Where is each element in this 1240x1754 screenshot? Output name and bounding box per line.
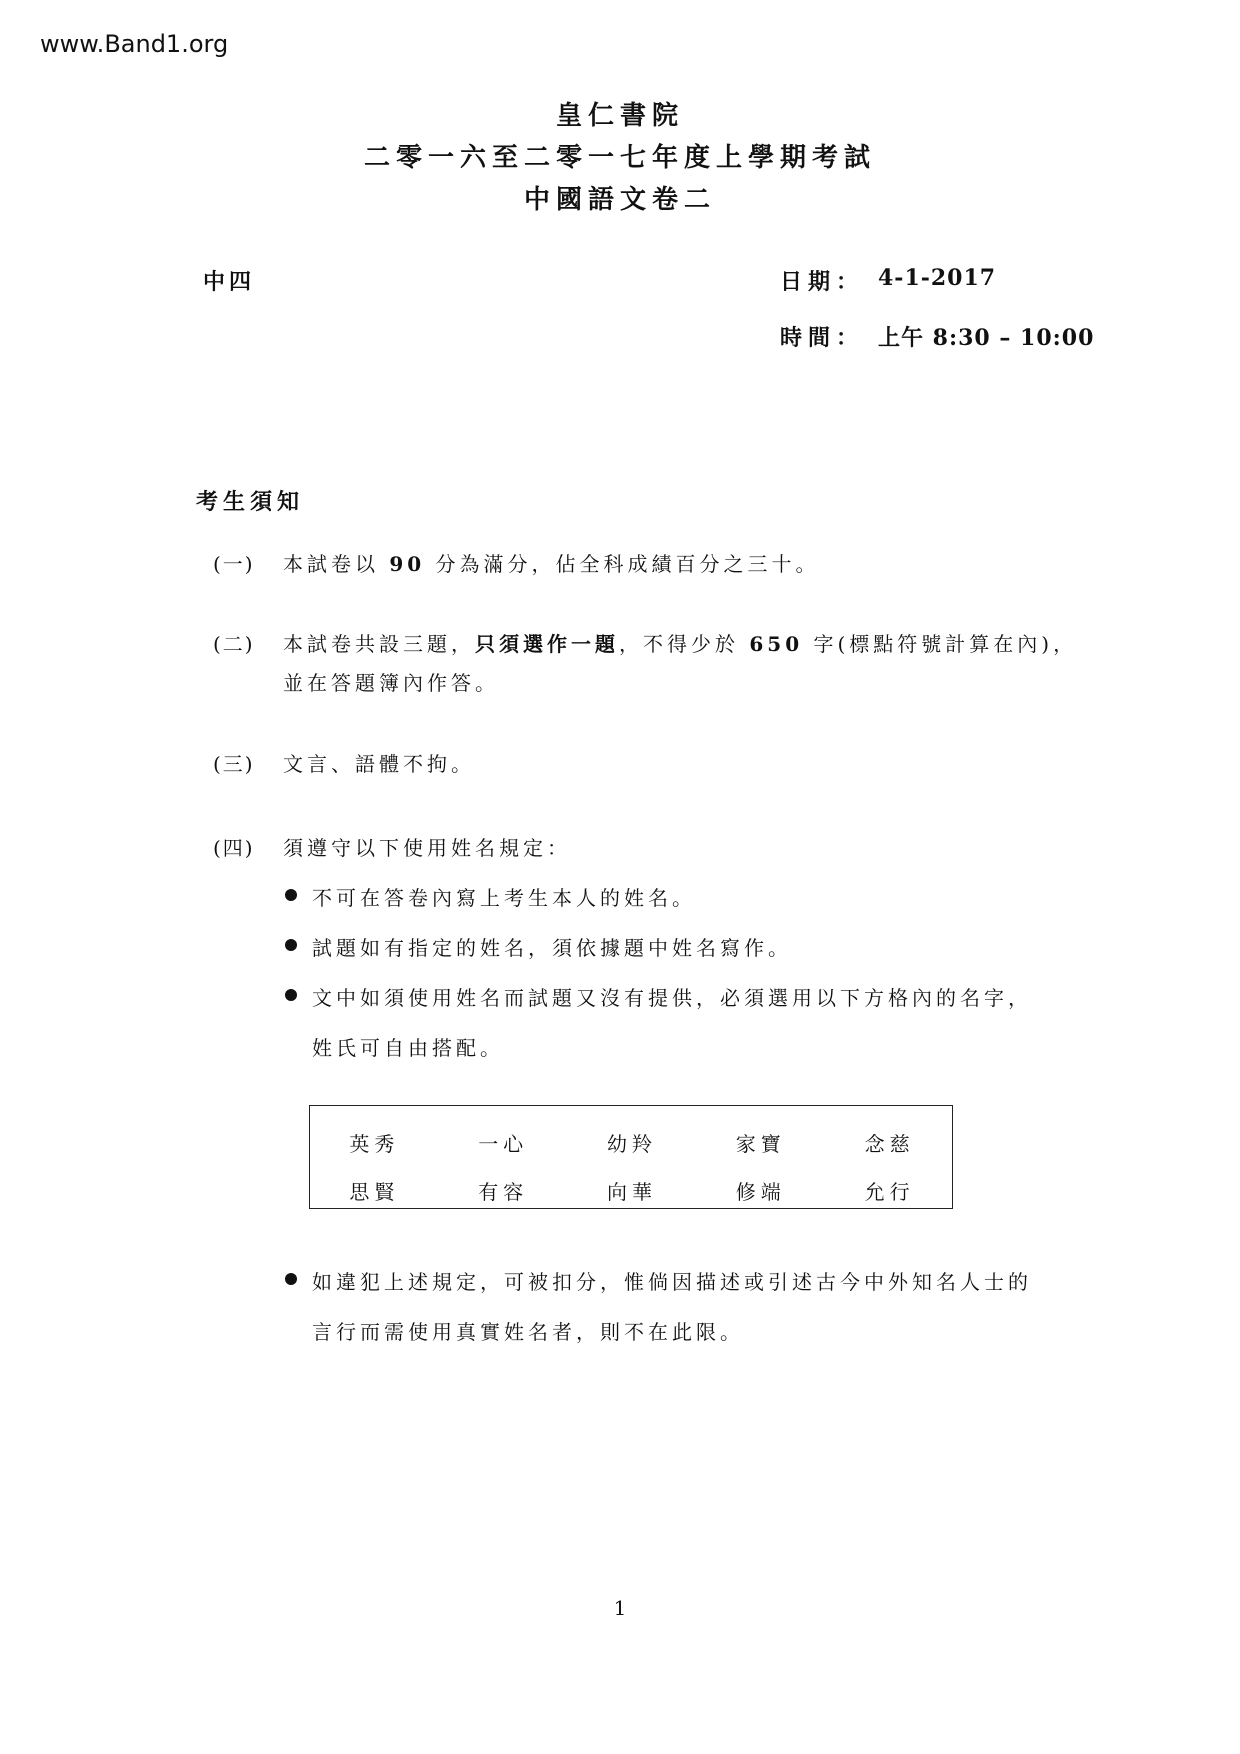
name-cell: 有容 — [478, 1180, 529, 1204]
bullet-icon — [285, 889, 297, 901]
item-number: (二) — [213, 632, 255, 656]
name-cell: 英秀 — [349, 1132, 400, 1156]
name-cell: 幼羚 — [606, 1132, 657, 1156]
time-label: 時間： — [780, 326, 865, 351]
emphasis-text: 只須選作一題 — [475, 632, 619, 656]
instruction-item-2-line2: 並在答題簿內作答。 — [283, 671, 499, 695]
bullet-icon — [285, 1273, 297, 1285]
bullet-text-continued: 言行而需使用真實姓名者，則不在此限。 — [312, 1320, 744, 1344]
item-text: 文言、語體不拘。 — [283, 752, 475, 776]
names-row-1 — [310, 1128, 954, 1157]
paper-title: 中國語文卷二 — [523, 185, 716, 215]
text-part: 分為滿分，佔全科成績百分之三十。 — [425, 552, 820, 576]
date-label: 日期： — [780, 270, 865, 295]
name-cell: 向華 — [606, 1180, 657, 1204]
text-part: 字(標點符號計算在內)， — [803, 632, 1078, 656]
document-header — [0, 95, 1240, 221]
exam-title: 二零一六至二零一七年度上學期考試 — [363, 143, 876, 173]
name-cell: 思賢 — [349, 1180, 400, 1204]
name-cell: 修端 — [735, 1180, 786, 1204]
item-text — [283, 548, 820, 577]
instructions-title: 考生須知 — [196, 490, 305, 515]
grade-label: 中四 — [203, 270, 256, 295]
word-count: 650 — [749, 632, 804, 656]
bullet-text: 試題如有指定的姓名，須依據題中姓名寫作。 — [312, 936, 792, 960]
name-cell: 家寶 — [735, 1132, 786, 1156]
names-row-2 — [310, 1176, 954, 1205]
bullet-text: 不可在答卷內寫上考生本人的姓名。 — [312, 886, 696, 910]
full-marks: 90 — [389, 552, 426, 576]
bullet-text: 如違犯上述規定，可被扣分，惟倘因描述或引述古今中外知名人士的 — [312, 1270, 1032, 1294]
allowed-names-table — [309, 1105, 953, 1209]
bullet-icon — [285, 989, 297, 1001]
text-part: ，不得少於 — [619, 632, 750, 656]
bullet-icon — [285, 939, 297, 951]
watermark: www.Band1.org — [40, 30, 229, 58]
text-part: 本試卷共設三題， — [283, 632, 475, 656]
date-value: 4-1-2017 — [878, 265, 997, 291]
name-cell: 念慈 — [864, 1132, 915, 1156]
school-name: 皇仁書院 — [555, 101, 684, 131]
item-text: 須遵守以下使用姓名規定： — [283, 836, 571, 860]
page-number: 1 — [613, 1596, 627, 1620]
name-cell: 允行 — [864, 1180, 915, 1204]
item-number: (四) — [213, 836, 255, 860]
time-value: 上午 8:30 – 10:00 — [878, 325, 1095, 351]
item-number: (一) — [213, 552, 255, 576]
text-part: 本試卷以 — [283, 552, 390, 576]
bullet-text-continued: 姓氏可自由搭配。 — [312, 1036, 504, 1060]
bullet-text: 文中如須使用姓名而試題又沒有提供，必須選用以下方格內的名字， — [312, 986, 1032, 1010]
name-cell: 一心 — [478, 1132, 529, 1156]
item-number: (三) — [213, 752, 255, 776]
item-text — [283, 628, 1077, 657]
